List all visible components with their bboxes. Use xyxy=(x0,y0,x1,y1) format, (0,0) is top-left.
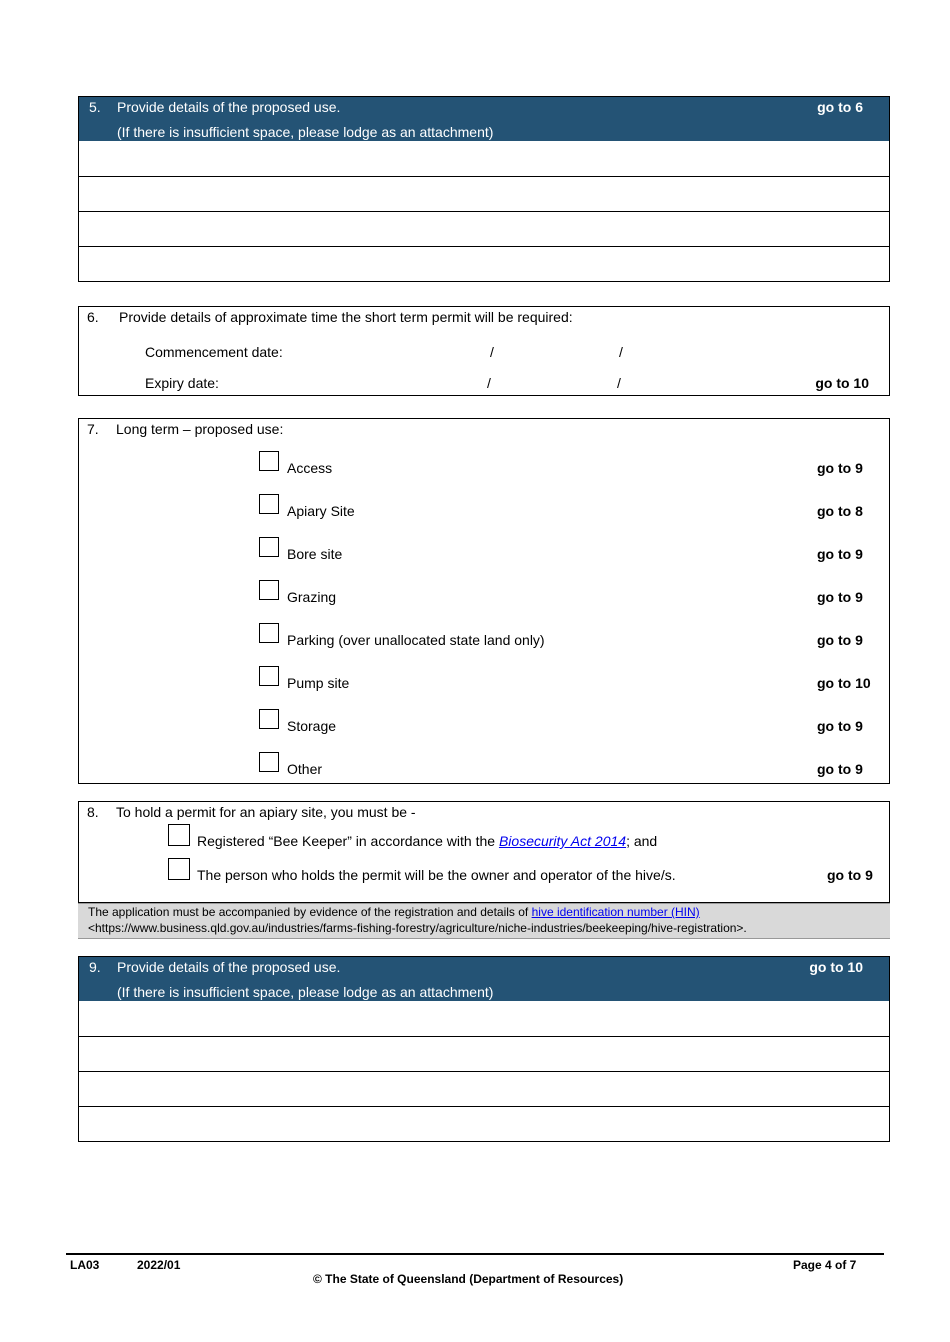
option-label: Apiary Site xyxy=(287,503,355,519)
question-9-section xyxy=(78,956,890,1142)
goto-label: go to 9 xyxy=(817,546,863,562)
expiry-date-label: Expiry date: xyxy=(145,375,219,391)
question-number: 5. xyxy=(89,99,101,115)
note-url: <https://www.business.qld.gov.au/industries/farms-fishing-forestry/agriculture/niche-industries/beekeeping/hive-registration>. xyxy=(88,921,747,935)
question-number: 6. xyxy=(87,309,99,325)
answer-line-4[interactable] xyxy=(79,1106,889,1141)
question-note: (If there is insufficient space, please lodge as an attachment) xyxy=(117,124,494,140)
date-separator: / xyxy=(490,344,494,360)
question-5-section xyxy=(78,96,890,282)
registered-beekeeper-checkbox[interactable] xyxy=(168,824,190,846)
pump-site-checkbox[interactable] xyxy=(259,666,279,686)
goto-label: go to 10 xyxy=(815,375,869,391)
question-5-header xyxy=(79,97,889,141)
date-separator: / xyxy=(619,344,623,360)
goto-label: go to 6 xyxy=(817,99,863,115)
answer-line-2[interactable] xyxy=(79,1036,889,1071)
question-title: To hold a permit for an apiary site, you must be - xyxy=(116,804,416,820)
goto-label: go to 9 xyxy=(817,761,863,777)
commencement-date-label: Commencement date: xyxy=(145,344,283,360)
grazing-checkbox[interactable] xyxy=(259,580,279,600)
question-number: 8. xyxy=(87,804,99,820)
goto-label: go to 10 xyxy=(817,675,871,691)
apiary-site-checkbox[interactable] xyxy=(259,494,279,514)
question-title: Long term – proposed use: xyxy=(116,421,284,437)
footer-divider xyxy=(66,1253,884,1255)
option-label: Pump site xyxy=(287,675,350,691)
date-separator: / xyxy=(617,375,621,391)
commencement-date-field[interactable] xyxy=(369,337,609,361)
option-label: Access xyxy=(287,460,333,476)
question-6-section xyxy=(78,306,890,396)
goto-label: go to 9 xyxy=(817,460,863,476)
question-title: Provide details of the proposed use. xyxy=(117,959,341,975)
form-code: LA03 xyxy=(70,1258,100,1272)
access-checkbox[interactable] xyxy=(259,451,279,471)
form-version: 2022/01 xyxy=(137,1258,181,1272)
bore-site-checkbox[interactable] xyxy=(259,537,279,557)
biosecurity-act-link[interactable]: Biosecurity Act 2014 xyxy=(498,833,627,849)
storage-checkbox[interactable] xyxy=(259,709,279,729)
answer-line-1[interactable] xyxy=(79,1001,889,1036)
copyright: © The State of Queensland (Department of Resources) xyxy=(313,1272,624,1286)
registration-note xyxy=(78,903,890,939)
requirement-1-suffix: ; and xyxy=(626,833,658,849)
answer-line-3[interactable] xyxy=(79,1071,889,1106)
parking-checkbox[interactable] xyxy=(259,623,279,643)
page-number: Page 4 of 7 xyxy=(793,1258,857,1272)
question-number: 9. xyxy=(89,959,101,975)
goto-label: go to 9 xyxy=(817,589,863,605)
question-title: Provide details of approximate time the short term permit will be required: xyxy=(119,309,573,325)
hive-identification-link[interactable]: hive identification number (HIN) xyxy=(531,905,700,919)
option-label: Parking (over unallocated state land only) xyxy=(287,632,545,648)
goto-label: go to 9 xyxy=(817,718,863,734)
question-8-section xyxy=(78,801,890,903)
goto-label: go to 8 xyxy=(817,503,863,519)
other-checkbox[interactable] xyxy=(259,752,279,772)
question-9-header xyxy=(79,957,889,1001)
question-number: 7. xyxy=(87,421,99,437)
answer-line-1[interactable] xyxy=(79,141,889,176)
date-separator: / xyxy=(487,375,491,391)
question-note: (If there is insufficient space, please lodge as an attachment) xyxy=(117,984,494,1000)
option-label: Other xyxy=(287,761,323,777)
requirement-2: The person who holds the permit will be the owner and operator of the hive/s. xyxy=(197,867,676,883)
question-7-section xyxy=(78,418,890,784)
requirement-1-prefix: Registered “Bee Keeper” in accordance with the xyxy=(197,833,499,849)
owner-operator-checkbox[interactable] xyxy=(168,858,190,880)
note-line-1 xyxy=(88,905,700,919)
answer-line-4[interactable] xyxy=(79,246,889,281)
goto-label: go to 9 xyxy=(817,632,863,648)
goto-label: go to 9 xyxy=(827,867,873,883)
option-label: Storage xyxy=(287,718,337,734)
answer-line-3[interactable] xyxy=(79,211,889,246)
requirement-1 xyxy=(197,833,657,849)
answer-line-2[interactable] xyxy=(79,176,889,211)
option-label: Bore site xyxy=(287,546,343,562)
goto-label: go to 10 xyxy=(809,959,863,975)
question-title: Provide details of the proposed use. xyxy=(117,99,341,115)
note-prefix: The application must be accompanied by evidence of the registration and details of xyxy=(88,905,532,919)
option-label: Grazing xyxy=(287,589,337,605)
